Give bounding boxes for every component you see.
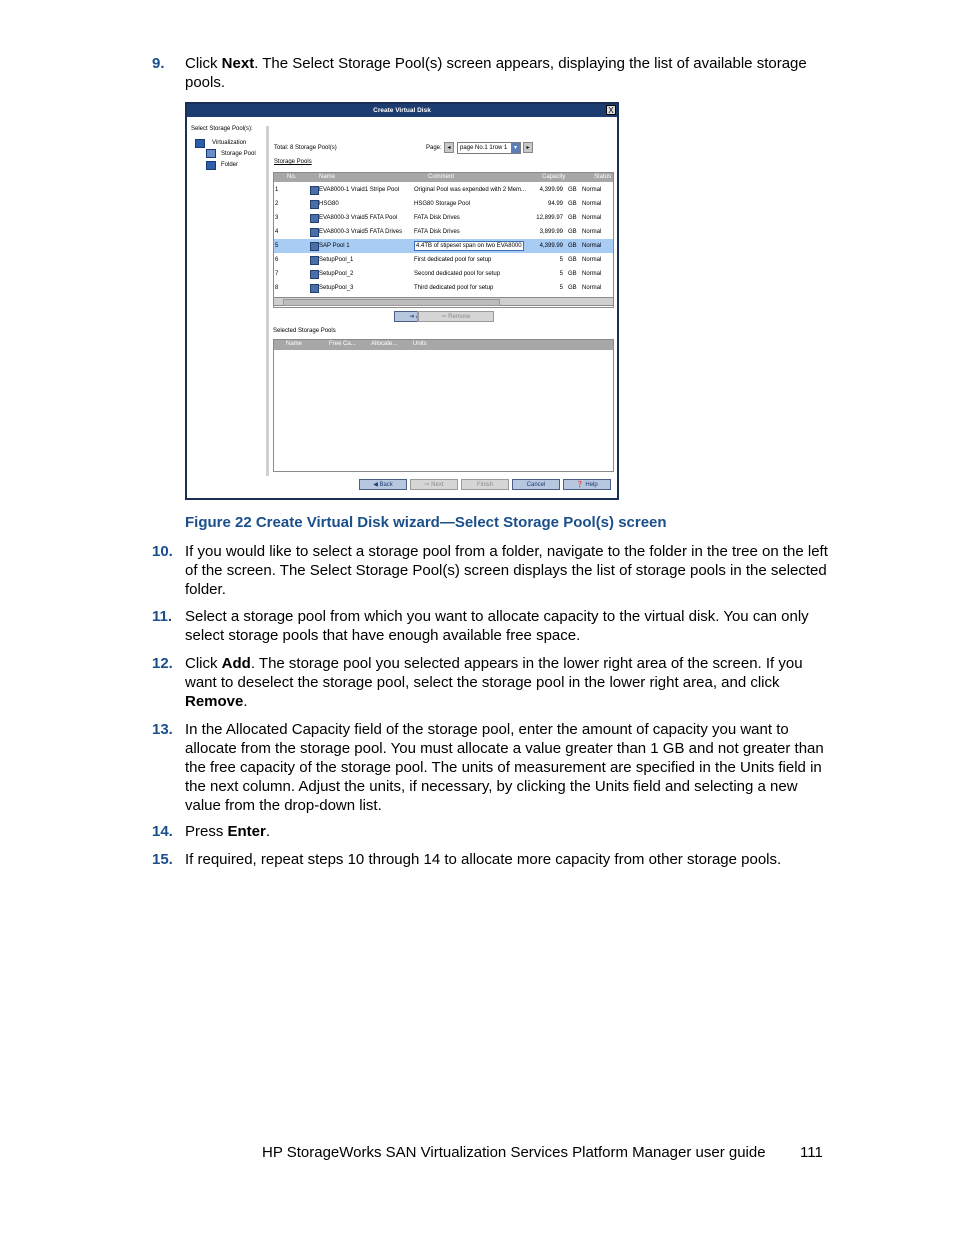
cell-name: SetupPool_2 — [319, 271, 354, 277]
cell-no: 8 — [275, 285, 279, 291]
col-status[interactable]: Status — [594, 174, 612, 180]
cell-name: HSG80 — [319, 201, 339, 207]
cell-no: 6 — [275, 257, 279, 263]
step-text: In the Allocated Capacity field of the storage pool, enter the amount of capacity you want to allocate from the storage pool. You must allocate a value greater than 1 GB and not greater than the free capacity of the storage pool. The units of measurement are specified in the Units field in the next column. Adjust the units, if necessary, by clicking the Units field and selecting a new value from the drop-down list. — [185, 721, 824, 814]
cell-unit: GB — [568, 215, 577, 221]
scroll-thumb[interactable] — [283, 299, 500, 306]
step-text: Click Add. The storage pool you selected appears in the lower right area of the screen. If you want to deselect the storage pool, select the storage pool in the lower right area, and click Remove. — [185, 655, 803, 710]
storage-pool-icon — [310, 200, 319, 209]
col-no[interactable]: No. — [287, 174, 297, 180]
col-capacity[interactable]: Capacity — [542, 174, 566, 180]
figure-caption: Figure 22 Create Virtual Disk wizard—Select Storage Pool(s) screen — [185, 514, 667, 531]
cell-no: 7 — [275, 271, 279, 277]
cell-unit: GB — [568, 229, 577, 235]
table-row[interactable] — [274, 239, 613, 253]
selected-pools-label: Selected Storage Pools — [273, 328, 336, 334]
cell-unit: GB — [568, 243, 577, 249]
cell-unit: GB — [568, 271, 577, 277]
chevron-down-icon[interactable]: ▾ — [511, 143, 520, 153]
step-number: 13. — [152, 721, 173, 738]
storage-pool-icon — [310, 186, 319, 195]
cell-no: 3 — [275, 215, 279, 221]
step-text: Click Next. The Select Storage Pool(s) screen appears, displaying the list of available storage pools. — [185, 55, 807, 91]
step-number: 11. — [152, 608, 173, 625]
next-button[interactable]: ⇨ Next — [410, 479, 458, 490]
cell-unit: GB — [568, 187, 577, 193]
tree-folder[interactable]: Folder — [221, 162, 239, 168]
storage-pool-icon — [310, 270, 319, 279]
col-units[interactable]: Units — [413, 341, 427, 347]
total-label: Total: 8 Storage Pool(s) — [274, 145, 337, 151]
selected-pools-table — [273, 339, 614, 472]
cell-capacity: 3,899.99 — [539, 229, 563, 235]
cell-capacity: 5 — [559, 285, 563, 291]
storage-icon — [206, 149, 216, 158]
cell-status: Normal — [582, 257, 602, 263]
prev-page-icon[interactable]: ◂ — [444, 142, 454, 153]
page-select[interactable] — [457, 142, 521, 154]
cell-unit: GB — [568, 285, 577, 291]
close-icon[interactable]: X — [606, 105, 616, 115]
table-row[interactable] — [274, 211, 613, 225]
selected-table-header — [274, 340, 613, 350]
table-header — [274, 173, 613, 182]
cell-no: 4 — [275, 229, 279, 235]
cell-comment: Original Pool was expended with 2 Mem... — [414, 187, 527, 193]
finish-button[interactable]: Finish — [461, 479, 509, 490]
table-row[interactable] — [274, 225, 613, 239]
cell-name: SetupPool_1 — [319, 257, 354, 263]
cell-no: 5 — [275, 243, 279, 249]
storage-pool-icon — [310, 284, 319, 293]
cell-comment: Second dedicated pool for setup — [414, 271, 501, 277]
create-virtual-disk-dialog — [185, 102, 619, 500]
splitter[interactable] — [266, 126, 269, 476]
cell-status: Normal — [582, 271, 602, 277]
cell-name: EVA8000-3 Vraid5 FATA Drives — [319, 229, 403, 235]
storage-pools-label: Storage Pools — [274, 159, 312, 165]
col-free-capacity[interactable]: Free Ca... — [329, 341, 356, 347]
table-row[interactable] — [274, 267, 613, 281]
col-allocate[interactable]: Allocate... — [371, 341, 398, 347]
cell-status: Normal — [582, 201, 602, 207]
footer-title: HP StorageWorks SAN Virtualization Services Platform Manager user guide — [262, 1144, 766, 1161]
cell-capacity: 94.99 — [547, 201, 563, 207]
folder-icon — [195, 139, 205, 148]
cell-no: 2 — [275, 201, 279, 207]
page-label: Page: — [426, 145, 442, 151]
cell-comment: FATA Disk Drives — [414, 229, 460, 235]
cell-capacity: 12,899.97 — [536, 215, 563, 221]
cell-comment: First dedicated pool for setup — [414, 257, 492, 263]
cell-name: SAP Pool 1 — [319, 243, 350, 249]
tree-storage-pool[interactable]: Storage Pool — [221, 151, 256, 157]
cell-capacity: 5 — [559, 257, 563, 263]
next-page-icon[interactable]: ▸ — [523, 142, 533, 153]
cell-comment: FATA Disk Drives — [414, 215, 460, 221]
table-row[interactable] — [274, 253, 613, 267]
page-value: page No.1 1row 1 — [460, 145, 508, 151]
cell-status: Normal — [582, 243, 602, 249]
cell-capacity: 4,399.99 — [539, 243, 563, 249]
dialog-title: Create Virtual Disk — [187, 104, 617, 117]
cell-name: SetupPool_3 — [319, 285, 354, 291]
table-row[interactable] — [274, 281, 613, 295]
table-row[interactable] — [274, 197, 613, 211]
step-number: 14. — [152, 823, 173, 840]
cell-comment: 4.4TB of stipeset span on two EVA8000 — [416, 243, 522, 249]
storage-pool-icon — [310, 256, 319, 265]
col-comment[interactable]: Comment — [428, 174, 455, 180]
horizontal-scrollbar[interactable] — [273, 297, 614, 306]
cell-capacity: 4,399.99 — [539, 187, 563, 193]
cell-status: Normal — [582, 229, 602, 235]
cell-name: EVA8000-3 Vraid5 FATA Pool — [319, 215, 398, 221]
storage-pool-icon — [310, 228, 319, 237]
step-number: 12. — [152, 655, 173, 672]
cell-status: Normal — [582, 285, 602, 291]
back-button[interactable]: ◀ Back — [359, 479, 407, 490]
cell-unit: GB — [568, 201, 577, 207]
cell-status: Normal — [582, 215, 602, 221]
storage-pools-table — [273, 172, 614, 308]
step-text: Press Enter. — [185, 823, 271, 840]
step-text: Select a storage pool from which you want to allocate capacity to the virtual disk. You can only select storage pools that have enough available free space. — [185, 608, 809, 644]
cancel-button[interactable]: Cancel — [512, 479, 560, 490]
cell-status: Normal — [582, 187, 602, 193]
folder-icon — [206, 161, 216, 170]
page-number: 111 — [800, 1144, 823, 1161]
select-pools-label: Select Storage Pool(s): — [191, 126, 253, 132]
cell-unit: GB — [568, 257, 577, 263]
step-number: 9. — [152, 55, 165, 72]
remove-button-label: ⇦ Remove — [418, 311, 494, 322]
tree-root[interactable]: Virtualization — [212, 140, 247, 146]
step-number: 10. — [152, 543, 173, 560]
cell-comment: Third dedicated pool for setup — [414, 285, 494, 291]
cell-name: EVA8000-1 Vraid1 Stripe Pool — [319, 187, 400, 193]
add-button[interactable]: ➔ — [394, 311, 442, 322]
col-name[interactable]: Name — [319, 174, 336, 180]
table-row[interactable] — [274, 183, 613, 197]
cell-comment: HSG80 Storage Pool — [414, 201, 471, 207]
step-text: If you would like to select a storage pool from a folder, navigate to the folder in the tree on the left of the screen. The Select Storage Pool(s) screen displays the list of storage pools in the selected folder. — [185, 543, 828, 598]
col-name[interactable]: Name — [286, 341, 303, 347]
cell-capacity: 5 — [559, 271, 563, 277]
step-number: 15. — [152, 851, 173, 868]
storage-pool-icon — [310, 214, 319, 223]
step-text: If required, repeat steps 10 through 14 to allocate more capacity from other storage pools. — [185, 851, 782, 868]
cell-no: 1 — [275, 187, 279, 193]
help-button[interactable]: ❓ Help — [563, 479, 611, 490]
storage-pool-icon — [310, 242, 319, 251]
